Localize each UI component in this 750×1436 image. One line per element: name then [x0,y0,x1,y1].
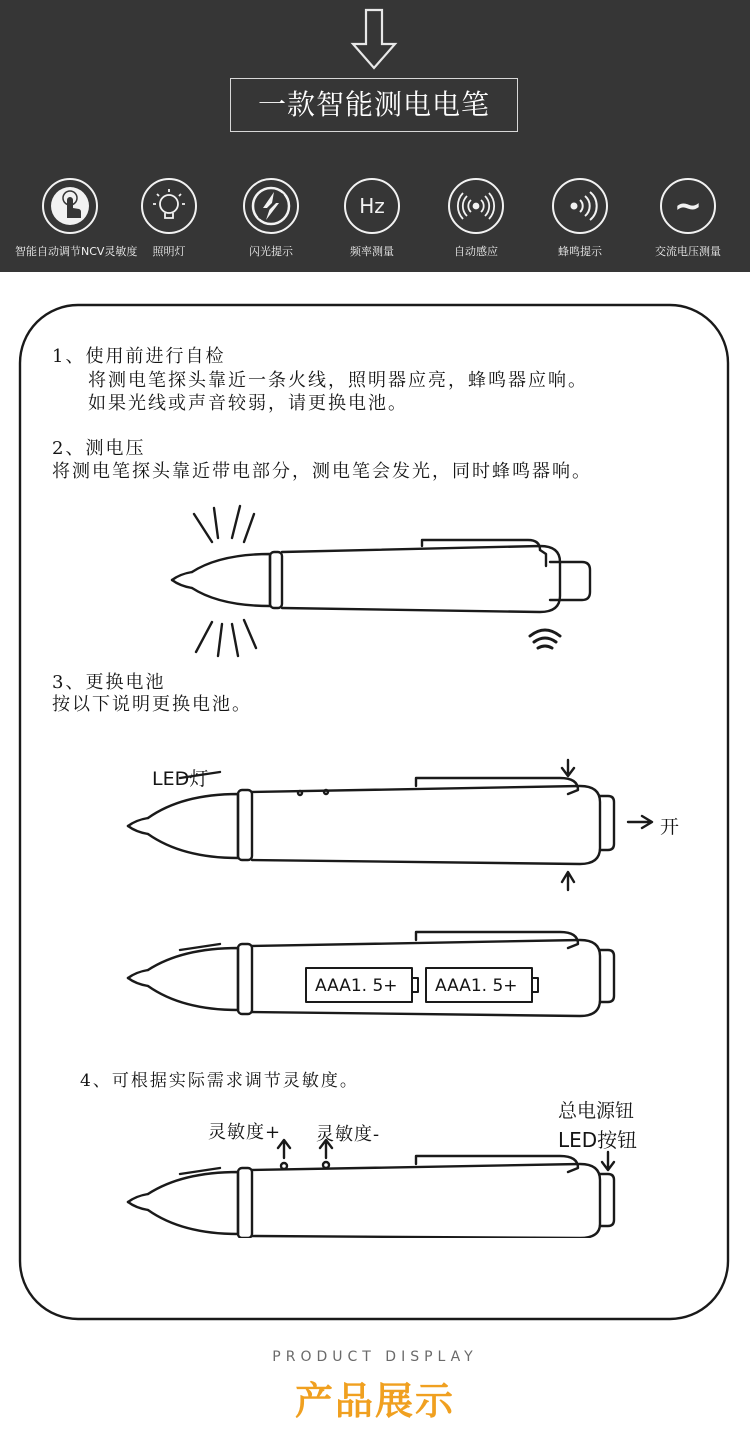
battery-label-2: AAA1. 5+ [435,976,518,996]
header-band [0,0,750,272]
feature-beeper [525,178,635,268]
feature-label: 蜂鸣提示 [558,245,602,258]
hz-icon [346,180,398,232]
down-arrow-icon [350,8,398,70]
sensing-waves-icon [450,180,502,232]
hand-touch-icon [44,180,96,232]
lightning-icon [245,180,297,232]
light-ray-icon [194,506,256,656]
beeper-icon [554,180,606,232]
bulb-icon [143,180,195,232]
title-box [230,78,518,132]
sensitivity-minus-label: 灵敏度- [316,1124,381,1145]
pen-illustration-glowing [160,496,620,666]
product-display-cn: 产品展示 [294,1379,455,1423]
led-button-label: LED按钮 [558,1128,638,1152]
step1-line1: 将测电笔探头靠近一条火线，照明器应亮，蜂鸣器应响。 [88,370,588,391]
step4-heading: 4、可根据实际需求调节灵敏度。 [80,1071,359,1091]
feature-label: 频率测量 [350,245,394,258]
step2-heading: 2、测电压 [52,438,146,459]
step3-line1: 按以下说明更换电池。 [52,694,252,715]
open-label: 开 [660,816,680,838]
feature-label: 自动感应 [454,245,498,258]
ac-wave-icon [662,180,714,232]
sensitivity-plus-label: 灵敏度+ [208,1122,282,1143]
step2-line1: 将测电笔探头靠近带电部分，测电笔会发光，同时蜂鸣器响。 [52,461,592,482]
page-title: 一款智能测电电笔 [257,88,490,121]
feature-label: 照明灯 [152,245,186,258]
step1-heading: 1、使用前进行自检 [52,346,226,367]
feature-label: 智能自动调节NCV灵敏度 [15,245,138,258]
step3-heading: 3、更换电池 [52,672,166,693]
battery-label-1: AAA1. 5+ [315,976,398,996]
feature-frequency [317,178,427,268]
feature-light [114,178,224,268]
feature-ac-voltage [633,178,743,268]
feature-auto-sense [421,178,531,268]
sound-wave-icon [530,630,560,648]
feature-flash [216,178,326,268]
feature-label: 交流电压测量 [655,245,721,258]
pen-illustration-sensitivity [120,1138,620,1238]
led-light-label: LED灯 [152,768,209,790]
svg-text:Hz: Hz [359,194,385,218]
feature-ncv-sensitivity [15,178,138,268]
svg-text:~: ~ [673,186,703,226]
power-button-label: 总电源钮 [558,1100,635,1122]
step1-line2: 如果光线或声音较弱，请更换电池。 [88,393,408,414]
pen-illustration-open [120,748,700,898]
product-display-en: PRODUCT DISPLAY [272,1349,478,1365]
feature-label: 闪光提示 [249,245,293,258]
